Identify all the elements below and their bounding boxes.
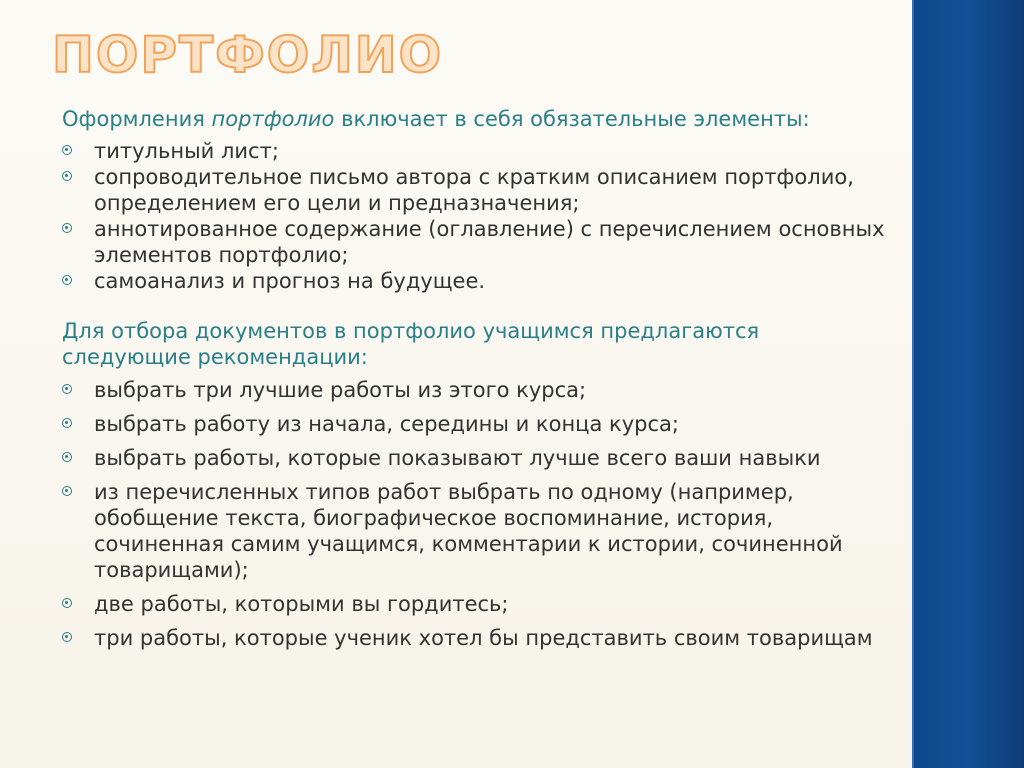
circle-dot-bullet-icon <box>62 384 72 394</box>
intro-text-emphasis: портфолио <box>211 107 335 131</box>
slide-title: ПОРТФОЛИО <box>52 26 444 84</box>
required-elements-list <box>62 138 892 294</box>
intro-text-start: Оформления <box>62 107 212 131</box>
list-item-text: две работы, которыми вы гордитесь; <box>94 592 509 616</box>
circle-dot-bullet-icon <box>62 598 72 608</box>
list-item <box>62 479 892 583</box>
list-item <box>62 164 892 216</box>
list-item <box>62 411 892 437</box>
circle-dot-bullet-icon <box>62 452 72 462</box>
recommendations-intro: Для отбора документов в портфолио учащимся предлагаются следующие рекомендации: <box>62 319 760 369</box>
intro-text-end: включает в себя обязательные элементы: <box>334 107 810 131</box>
list-item <box>62 138 892 164</box>
list-item-text: три работы, которые ученик хотел бы представить своим товарищам <box>94 626 873 650</box>
decorative-side-band <box>912 0 1024 768</box>
circle-dot-bullet-icon <box>62 171 72 181</box>
list-item-text: выбрать три лучшие работы из этого курса; <box>94 378 587 402</box>
list-item-text: выбрать работы, которые показывают лучше всего ваши навыки <box>94 446 821 470</box>
intro-text <box>62 106 892 132</box>
circle-dot-bullet-icon <box>62 275 72 285</box>
recommendations-list <box>62 377 892 651</box>
list-item <box>62 377 892 403</box>
circle-dot-bullet-icon <box>62 632 72 642</box>
circle-dot-bullet-icon <box>62 418 72 428</box>
list-item <box>62 591 892 617</box>
list-item <box>62 268 892 294</box>
list-item-text: самоанализ и прогноз на будущее. <box>94 269 486 293</box>
list-item <box>62 216 892 268</box>
circle-dot-bullet-icon <box>62 486 72 496</box>
circle-dot-bullet-icon <box>62 223 72 233</box>
list-item-text: титульный лист; <box>94 139 279 163</box>
list-item <box>62 445 892 471</box>
list-item <box>62 625 892 651</box>
list-item-text: сопроводительное письмо автора с кратким описанием портфолио, определением его цели и предназначения; <box>94 165 854 215</box>
slide-content <box>62 106 892 659</box>
list-item-text: аннотированное содержание (оглавление) с перечислением основных элементов портфолио; <box>94 217 885 267</box>
list-item-text: из перечисленных типов работ выбрать по одному (например, обобщение текста, биографическое воспоминание, история, сочиненная самим учащимся, комментарии к истории, сочиненной товарищами); <box>94 480 843 582</box>
circle-dot-bullet-icon <box>62 145 72 155</box>
list-item-text: выбрать работу из начала, середины и конца курса; <box>94 412 679 436</box>
